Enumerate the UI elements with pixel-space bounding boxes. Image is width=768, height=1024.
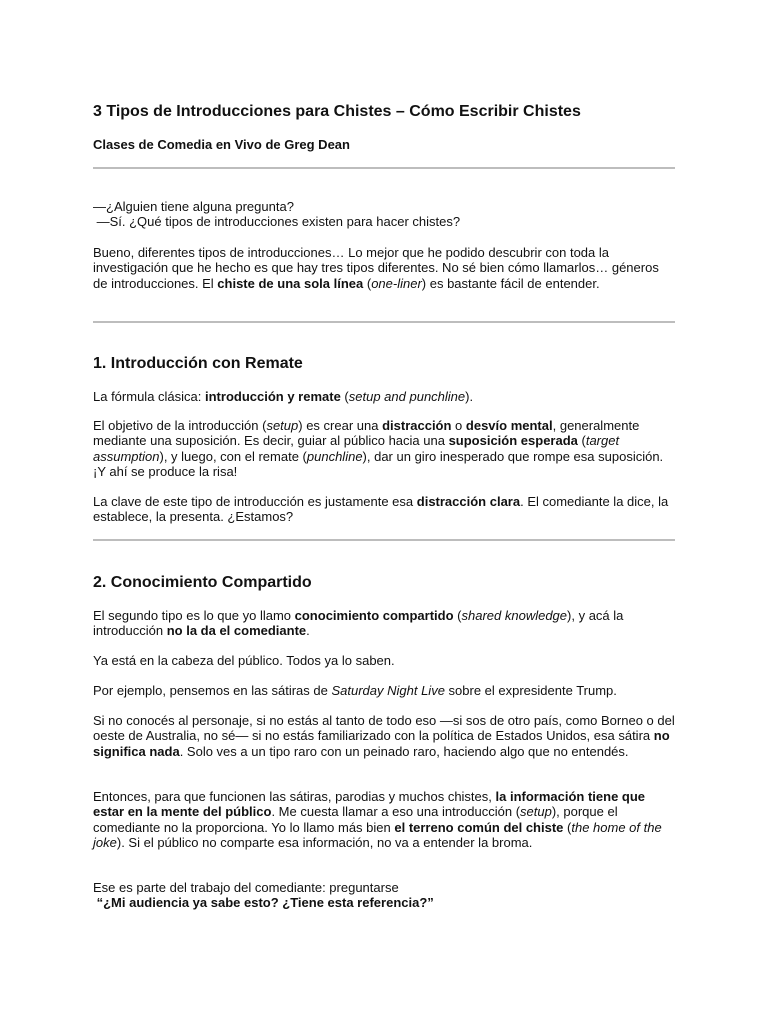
- text-run: (: [363, 275, 372, 291]
- document-title: 3 Tipos de Introducciones para Chistes – Cómo Escribir Chistes: [93, 103, 581, 120]
- text-run: Ya está en la cabeza del público. Todos ya lo saben.: [93, 653, 395, 668]
- section1-paragraph-1: [93, 389, 675, 404]
- text-run: .: [306, 623, 310, 639]
- bold-term: introducción y remate: [205, 389, 341, 404]
- text-run: Entonces, para que funcionen las sátiras, parodias y muchos chistes,: [93, 789, 496, 804]
- text-run: ), y acá la introducción: [93, 608, 624, 639]
- bold-term: desvío mental: [465, 418, 553, 433]
- italic-term: target assumption: [93, 433, 620, 464]
- divider: [93, 539, 675, 541]
- bold-term: el terreno común del chiste: [394, 819, 564, 835]
- text-run: ).: [465, 389, 474, 404]
- document-subtitle: Clases de Comedia en Vivo de Greg Dean: [93, 137, 350, 152]
- bold-term: la información tiene que estar en la mente del público: [93, 789, 646, 820]
- italic-term: setup and punchline: [348, 389, 466, 404]
- section2-paragraph-6: [93, 880, 675, 911]
- bold-term: distracción: [382, 418, 452, 433]
- text-run: (: [340, 389, 349, 404]
- italic-term: one-liner: [371, 275, 422, 291]
- text-run: Si no conocés al personaje, si no estás al tanto de todo eso —si sos de otro país, como Borneo o del oeste de Australia, no sé— si no estás familiarizado con la política de Estados Unidos, esa sátira: [93, 713, 675, 744]
- section2-paragraph-2: [93, 653, 675, 668]
- section2-paragraph-5: [93, 789, 675, 851]
- section-heading: 2. Conocimiento Compartido: [93, 574, 312, 591]
- bold-term: distracción clara: [416, 494, 521, 509]
- italic-term: setup: [266, 418, 299, 433]
- text-run: ) es bastante fácil de entender.: [421, 275, 600, 291]
- text-run: (: [563, 819, 572, 835]
- text-run: (: [577, 433, 586, 449]
- text-run: , generalmente mediante una suposición. Es decir, guiar al público hacia una: [93, 418, 640, 449]
- text-run: ). Si el público no comparte esa información, no va a entender la broma.: [116, 835, 533, 851]
- question-line: —¿Alguien tiene alguna pregunta?: [93, 199, 294, 214]
- text-run: . Me cuesta llamar a eso una introducción (: [271, 804, 521, 820]
- bold-term: chiste de una sola línea: [217, 275, 364, 291]
- section-heading: 1. Introducción con Remate: [93, 355, 303, 372]
- italic-term: shared knowledge: [461, 608, 568, 623]
- section2-paragraph-1: [93, 608, 675, 639]
- text-run: Bueno, diferentes tipos de introducciones… Lo mejor que he podido descubrir con toda la investigación que he hecho es que hay tres tipos diferentes. No sé bien cómo llamarlos… géneros de introducciones. El: [93, 245, 659, 291]
- divider: [93, 167, 675, 169]
- quoted-question: “¿Mi audiencia ya sabe esto? ¿Tiene esta referencia?”: [93, 895, 434, 911]
- text-run: o: [451, 418, 466, 433]
- bold-term: conocimiento compartido: [294, 608, 454, 623]
- section2-paragraph-3: [93, 683, 675, 698]
- text-run: ), dar un giro inesperado que rompe esa suposición. ¡Y ahí se produce la risa!: [93, 448, 664, 480]
- italic-term: the home of the joke: [93, 819, 662, 851]
- italic-term: punchline: [306, 448, 363, 464]
- text-run: La fórmula clásica:: [93, 389, 205, 404]
- intro-dialogue: [93, 199, 675, 230]
- divider: [93, 321, 675, 323]
- answer-line: —Sí. ¿Qué tipos de introducciones existen para hacer chistes?: [93, 214, 461, 230]
- bold-term: suposición esperada: [448, 433, 578, 449]
- text-run: La clave de este tipo de introducción es justamente esa: [93, 494, 417, 509]
- text-run: ), porque el comediante no la proporciona. Yo lo llamo más bien: [93, 804, 618, 835]
- section1-paragraph-2: [93, 418, 675, 480]
- bold-term: no significa nada: [93, 728, 670, 759]
- bold-term: no la da el comediante: [166, 623, 307, 639]
- italic-term: Saturday Night Live: [331, 683, 445, 698]
- text-run: ) es crear una: [298, 418, 383, 433]
- text-run: . Solo ves a un tipo raro con un peinado raro, haciendo algo que no entendés.: [179, 743, 629, 759]
- text-run: El objetivo de la introducción (: [93, 418, 267, 433]
- text-run: Ese es parte del trabajo del comediante: preguntarse: [93, 880, 399, 895]
- text-run: . El comediante la dice, la establece, la presenta. ¿Estamos?: [93, 494, 669, 525]
- text-run: Por ejemplo, pensemos en las sátiras de: [93, 683, 332, 698]
- italic-term: setup: [520, 804, 552, 820]
- text-run: ), y luego, con el remate (: [159, 448, 307, 464]
- intro-paragraph: [93, 245, 675, 291]
- section2-paragraph-4: [93, 713, 675, 759]
- section1-paragraph-3: [93, 494, 675, 525]
- text-run: (: [453, 608, 462, 623]
- text-run: El segundo tipo es lo que yo llamo: [93, 608, 295, 623]
- text-run: sobre el expresidente Trump.: [444, 683, 617, 698]
